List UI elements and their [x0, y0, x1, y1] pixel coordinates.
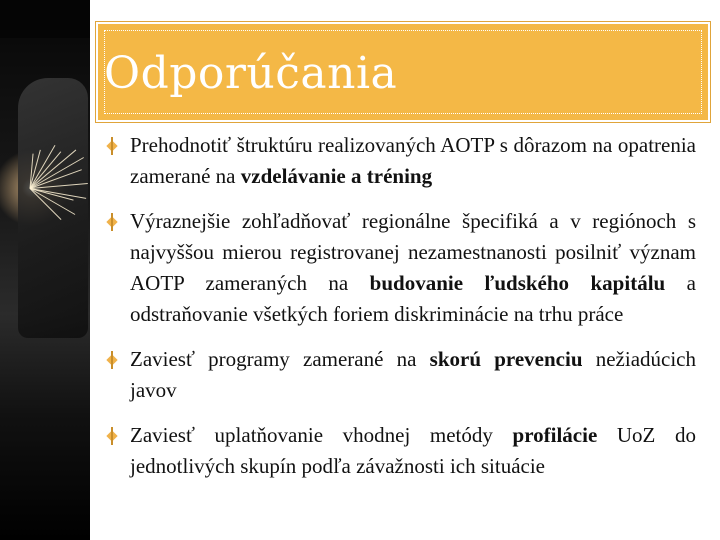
- bullet-emphasis-text: profilácie: [512, 423, 598, 447]
- bullet-text: Prehodnotiť štruktúru realizovaných AOTP s dôrazom na opatrenia zamerané na: [130, 133, 696, 188]
- welding-sparks-photo: [0, 38, 90, 540]
- bullet-text: Výraznejšie zohľadňovať regionálne špecifiká a v regiónoch s najvyššou mierou registrovanej nezamestnanosti posilniť význam AOTP zameraných na: [130, 209, 696, 295]
- slide-title: Odporúčania: [104, 48, 398, 99]
- bullet-text: a odstraňovanie všetkých foriem diskriminácie na trhu práce: [130, 271, 696, 326]
- bullet-text: Zaviesť uplatňovanie vhodnej metódy: [130, 423, 513, 447]
- bullet-emphasis-text: budovanie ľudského kapitálu: [369, 271, 666, 295]
- bullet-emphasis-text: vzdelávanie a tréning: [240, 164, 433, 188]
- bullet-item: [100, 420, 696, 482]
- bullet-item: [100, 344, 696, 406]
- diamond-bullet-icon: [106, 420, 120, 451]
- diamond-bullet-icon: [106, 206, 120, 237]
- diamond-bullet-icon: [106, 344, 120, 375]
- diamond-bullet-icon: [106, 130, 120, 161]
- bullet-text: Zaviesť programy zamerané na: [130, 347, 430, 371]
- bullet-list: [100, 130, 696, 482]
- bullet-text: nežiadúcich javov: [130, 347, 696, 402]
- bullet-emphasis-text: skorú prevenciu: [429, 347, 583, 371]
- bullet-text: UoZ do jednotlivých skupín podľa závažnosti ich situácie: [130, 423, 696, 478]
- left-decorative-strip: [0, 0, 90, 540]
- worker-silhouette: [18, 78, 88, 338]
- bullet-item: [100, 130, 696, 192]
- bullet-item: [100, 206, 696, 330]
